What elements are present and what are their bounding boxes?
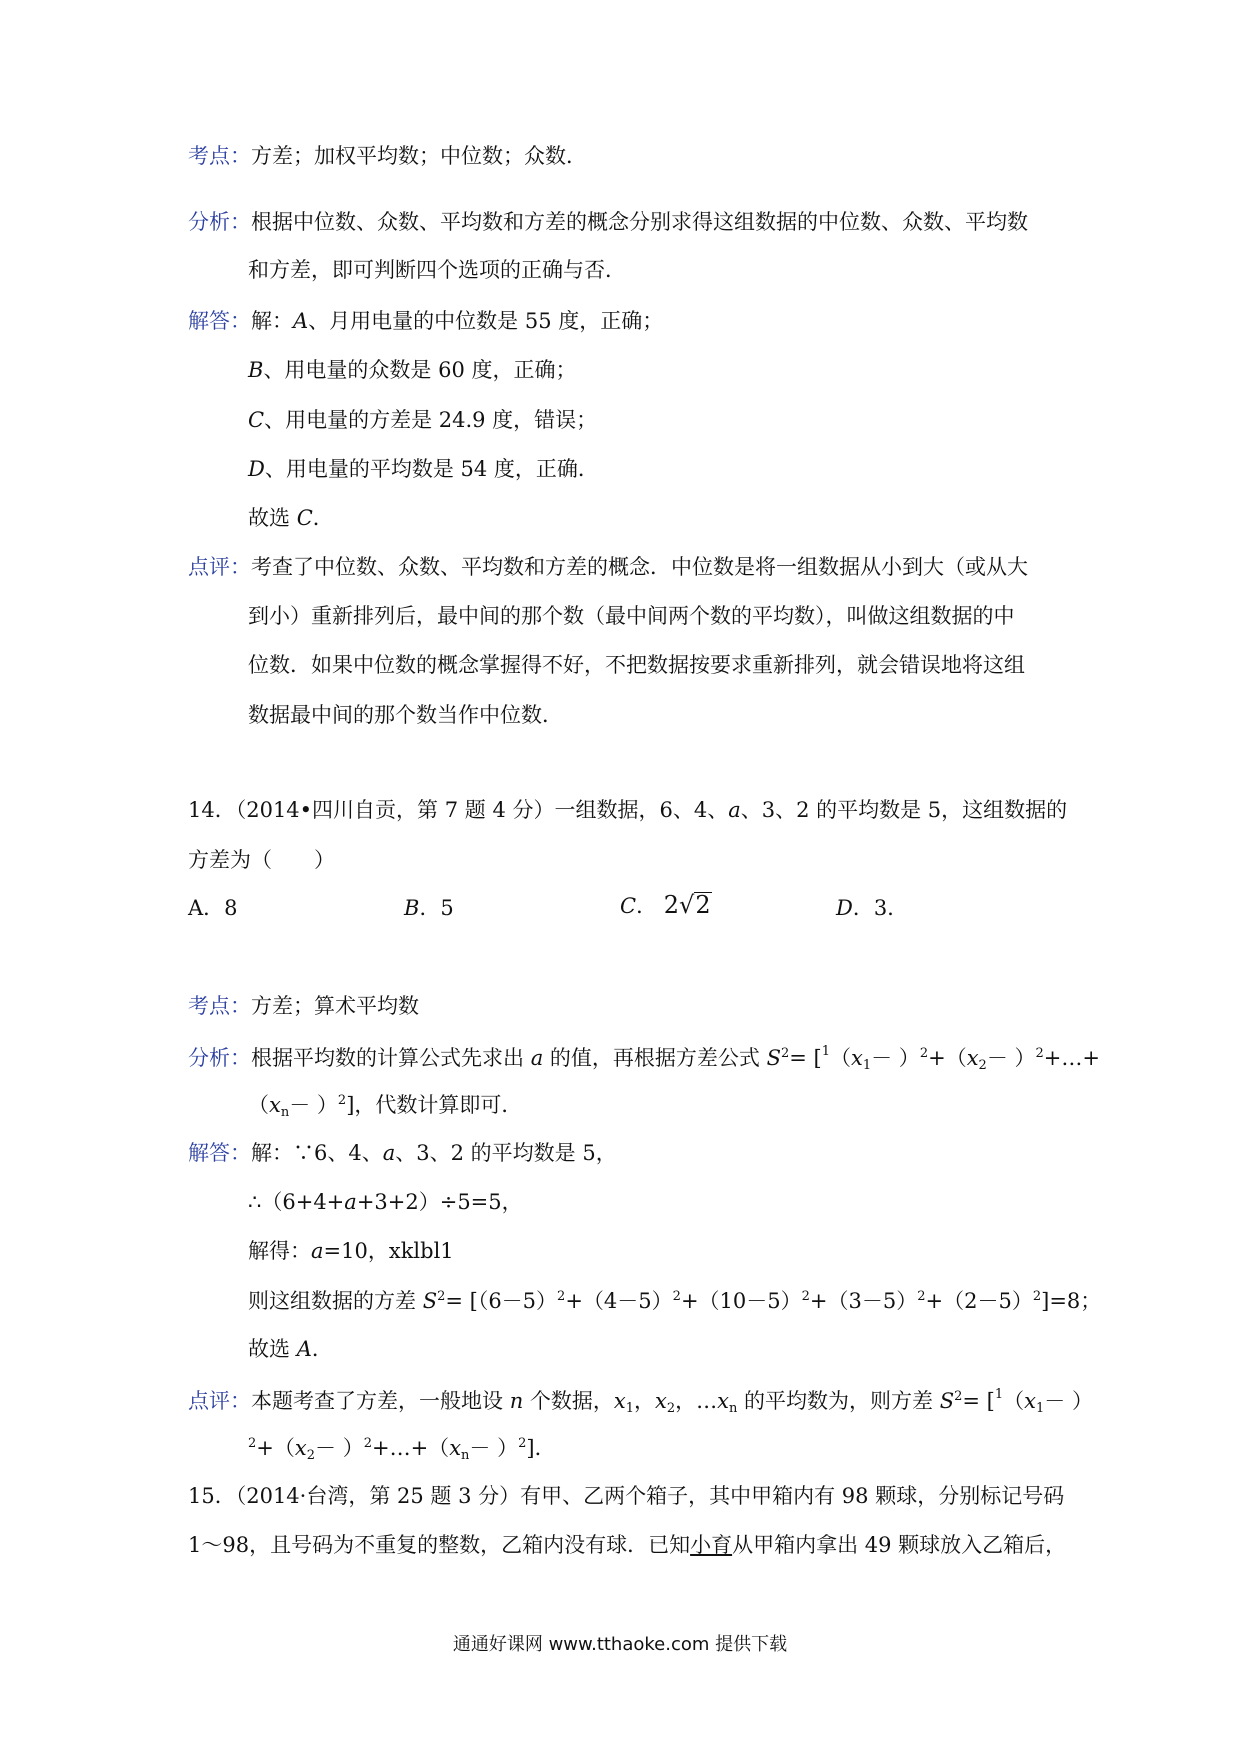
subscript: 1 [1036, 1401, 1045, 1416]
formula-part: － ） [871, 1046, 920, 1070]
formula-part: = [ [962, 1389, 995, 1413]
var-x: x [1024, 1389, 1036, 1413]
var-a: a [311, 1239, 324, 1263]
superscript: 2 [801, 1289, 810, 1304]
jieda-text: +（2－5） [925, 1289, 1033, 1313]
var-a: a [728, 798, 741, 822]
page-footer: 通通好课网 www.tthaoke.com 提供下载 [452, 1634, 788, 1655]
formula-part: （ [830, 1046, 851, 1070]
superscript: 2 [248, 1436, 257, 1451]
option-c [620, 892, 712, 917]
formula-part: （ [248, 1093, 269, 1117]
q14-fenxi-line-2 [248, 1094, 522, 1119]
option-var: B [404, 896, 420, 920]
formula-part: ]． [526, 1436, 556, 1460]
var-n: n [509, 1389, 524, 1413]
q13-jieda [188, 311, 663, 332]
fraction-numerator: 1 [821, 1044, 830, 1059]
option-d [836, 898, 908, 919]
formula-part: ]，代数计算即可． [346, 1093, 523, 1117]
q14-jieda-line-2 [248, 1192, 523, 1213]
jieda-text: 则这组数据的方差 [248, 1289, 423, 1313]
subscript: n [729, 1401, 738, 1416]
formula-part: － ） [315, 1436, 364, 1460]
q14-jieda-line-4 [248, 1290, 1101, 1312]
fenxi-text: 根据平均数的计算公式先求出 [251, 1046, 531, 1070]
q14-stem-line-1 [188, 800, 1067, 821]
superscript: 2 [518, 1436, 527, 1451]
jieda-text: 、用电量的众数是 60 度，正确； [263, 358, 577, 382]
formula-part: +…+（ [371, 1436, 450, 1460]
formula-part: － ） [469, 1436, 519, 1460]
var-x: x [294, 1436, 307, 1460]
var-a: a [530, 1046, 544, 1070]
kaodian-text: 方差；加权平均数；中位数；众数． [251, 144, 587, 168]
var-x: x [851, 1046, 863, 1070]
jieda-text: ． [312, 506, 334, 530]
option-var: D [248, 457, 265, 481]
option-var: A [296, 1337, 312, 1361]
q15-stem-line-1 [188, 1486, 1064, 1507]
jieda-label: 解答： [188, 309, 251, 333]
superscript: 2 [337, 1093, 347, 1108]
var-x: x [613, 1389, 626, 1413]
option-text: ． [636, 894, 658, 918]
q15-text: 从甲箱内拿出 49 颗球放入乙箱后， [732, 1533, 1067, 1557]
jieda-text: 、月用电量的中位数是 55 度，正确； [308, 309, 664, 333]
formula-part: （ [1003, 1389, 1025, 1413]
option-var: B [248, 358, 264, 382]
formula-part: +（ [256, 1436, 295, 1460]
dianping-text: 个数据， [523, 1389, 614, 1413]
option-var: C [248, 408, 265, 432]
q15-stem-line-2 [188, 1535, 1066, 1556]
stem-text: 14．（2014•四川自贡，第 7 题 4 分）一组数据，6、4、 [188, 798, 729, 822]
kaodian-label: 考点： [188, 144, 251, 168]
q14-stem-line-2: 方差为（ ） [188, 848, 335, 872]
var-S: S [422, 1289, 438, 1313]
kaodian-text: 方差；算术平均数 [251, 994, 419, 1018]
formula-part: － ） [289, 1093, 338, 1117]
kaodian-label: 考点： [188, 994, 251, 1018]
var-x: x [966, 1046, 979, 1070]
fenxi-label: 分析： [188, 1046, 251, 1070]
var-x: x [655, 1389, 667, 1413]
option-text: ．5 [419, 896, 454, 920]
jieda-text: 、用电量的平均数是 54 度，正确． [264, 457, 599, 481]
q13-jieda-c [248, 410, 597, 431]
dianping-text: ， [634, 1389, 656, 1413]
q14-dianping-line-2 [248, 1437, 556, 1462]
formula-open: = [ [789, 1046, 822, 1070]
jieda-text: +（4－5） [565, 1289, 673, 1313]
var-x: x [717, 1389, 729, 1413]
q13-dianping-line-4: 数据最中间的那个数当作中位数． [248, 703, 563, 727]
superscript: 2 [557, 1289, 566, 1304]
formula-part: +（ [928, 1046, 967, 1070]
stem-text: 、3、2 的平均数是 5，这组数据的 [740, 798, 1068, 822]
jieda-text: 解：∵6、4、 [251, 1141, 383, 1165]
q13-dianping-line-2: 到小）重新排列后，最中间的那个数（最中间两个数的平均数），叫做这组数据的中 [248, 604, 1015, 628]
subscript: 2 [306, 1448, 316, 1463]
superscript: 2 [919, 1046, 929, 1061]
dianping-text: ，… [675, 1389, 718, 1413]
jieda-text: 故选 [248, 506, 297, 530]
jieda-text: 解： [251, 309, 293, 333]
dianping-text: 本题考查了方差，一般地设 [251, 1389, 510, 1413]
var-x: x [449, 1436, 462, 1460]
var-a: a [382, 1141, 396, 1165]
superscript: 2 [780, 1046, 790, 1061]
q13-jieda-answer [248, 508, 334, 529]
jieda-text: 、用电量的方差是 24.9 度，错误； [264, 408, 598, 432]
superscript: 2 [954, 1389, 963, 1404]
var-S: S [939, 1389, 955, 1413]
q13-kaodian [188, 146, 587, 167]
option-var: C [620, 894, 637, 918]
subscript: 2 [666, 1401, 676, 1416]
fenxi-text: 的值，再根据方差公式 [543, 1046, 767, 1070]
sqrt-radicand: 2 [695, 891, 711, 919]
jieda-text: ∴（6+4+ [248, 1190, 345, 1214]
option-var: D [836, 896, 853, 920]
subscript: n [461, 1448, 470, 1463]
jieda-text: ． [311, 1337, 333, 1361]
q15-text: 1～98，且号码为不重复的整数，乙箱内没有球．已知 [188, 1533, 691, 1557]
option-text: ．3． [852, 896, 909, 920]
dianping-text: 的平均数为，则方差 [737, 1389, 940, 1413]
sqrt-coef: 2 [663, 891, 680, 919]
fenxi-label: 分析： [188, 210, 251, 234]
option-var: C [296, 506, 313, 530]
q14-jieda-answer [248, 1339, 333, 1360]
option-b [404, 898, 454, 919]
sqrt-sign: √2 [679, 891, 711, 919]
superscript: 2 [1035, 1046, 1044, 1061]
jieda-text: +3+2）÷5=5， [356, 1190, 523, 1214]
q14-fenxi [188, 1045, 1100, 1072]
option-var: A [293, 309, 309, 333]
jieda-label: 解答： [188, 1141, 251, 1165]
q13-dianping [188, 557, 1028, 578]
subscript: 1 [625, 1401, 635, 1416]
superscript: 2 [363, 1436, 372, 1451]
var-S: S [766, 1046, 781, 1070]
q13-jieda-d [248, 459, 599, 480]
fenxi-line-1: 根据中位数、众数、平均数和方差的概念分别求得这组数据的中位数、众数、平均数 [251, 210, 1028, 234]
subscript: n [280, 1105, 290, 1120]
superscript: 2 [672, 1289, 681, 1304]
dianping-label: 点评： [188, 555, 251, 579]
jieda-text: ]=8； [1041, 1289, 1102, 1313]
jieda-text: 、3、2 的平均数是 5， [395, 1141, 617, 1165]
jieda-text: +（10－5） [680, 1289, 802, 1313]
fraction-numerator: 1 [994, 1387, 1004, 1402]
jieda-text: =10，xklbl1 [323, 1239, 454, 1263]
superscript: 2 [437, 1289, 446, 1304]
jieda-text: = [（6－5） [445, 1289, 558, 1313]
q13-jieda-b [248, 360, 577, 381]
superscript: 2 [1032, 1289, 1042, 1304]
q13-fenxi-line-2: 和方差，即可判断四个选项的正确与否． [248, 258, 626, 282]
formula-part: － ） [986, 1046, 1036, 1070]
q14-jieda-line-3 [248, 1241, 454, 1262]
jieda-text: +（3－5） [809, 1289, 918, 1313]
option-a: A．8 [188, 896, 238, 920]
q15-text: 15．（2014·台湾，第 25 题 3 分）有甲、乙两个箱子，其中甲箱内有 98 颗球，分别标记号码 [188, 1484, 1065, 1508]
q13-dianping-line-3: 位数．如果中位数的概念掌握得不好，不把数据按要求重新排列，就会错误地将这组 [248, 653, 1025, 677]
subscript: 1 [862, 1058, 872, 1073]
q14-jieda [188, 1143, 617, 1164]
dianping-label: 点评： [188, 1389, 251, 1413]
superscript: 2 [917, 1289, 926, 1304]
q14-kaodian [188, 996, 419, 1017]
q14-dianping [188, 1388, 1093, 1415]
formula-part: － ） [1044, 1389, 1093, 1413]
q15-underlined-name: 小育 [690, 1533, 733, 1557]
q13-fenxi [188, 212, 1028, 233]
jieda-text: 解得： [248, 1239, 311, 1263]
dianping-line-1: 考查了中位数、众数、平均数和方差的概念．中位数是将一组数据从小到大（或从大 [251, 555, 1028, 579]
jieda-text: 故选 [248, 1337, 297, 1361]
var-a: a [344, 1190, 357, 1214]
subscript: 2 [978, 1058, 987, 1073]
var-x: x [269, 1093, 281, 1117]
formula-part: +…+ [1043, 1046, 1100, 1070]
